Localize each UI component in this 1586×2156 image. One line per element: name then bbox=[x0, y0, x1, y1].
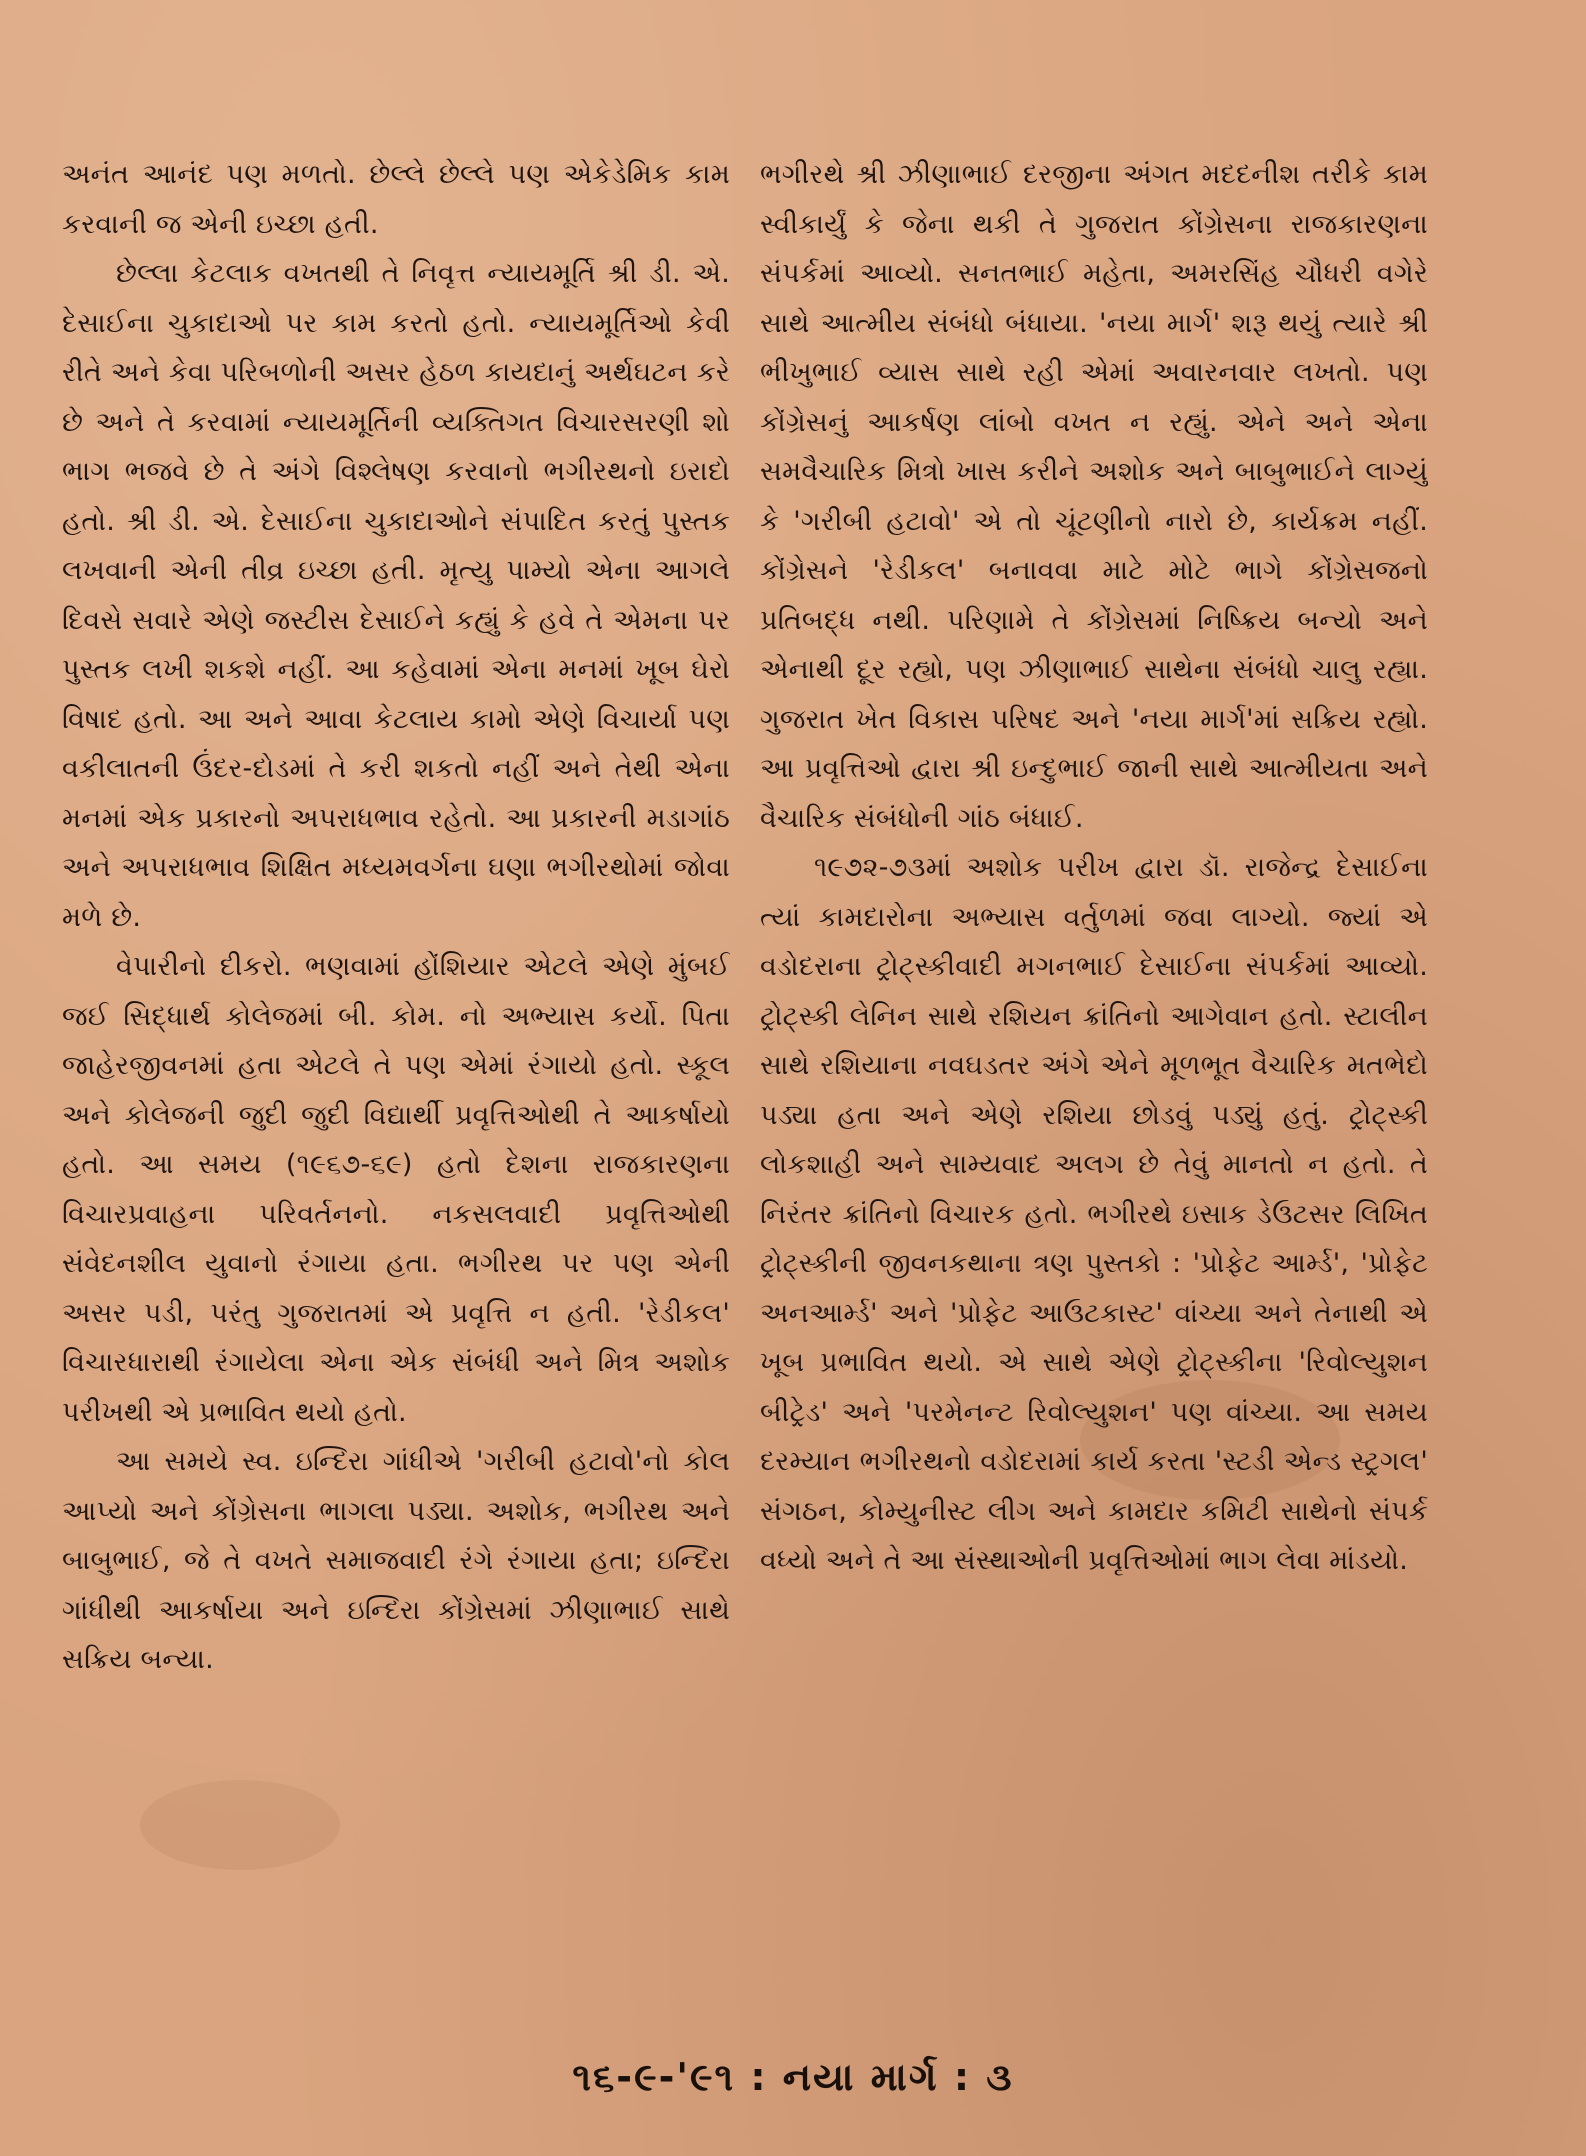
paragraph: ૧૯૭૨-૭૩માં અશોક પરીખ દ્વારા ડૉ. રાજેન્દ્ર દેસાઈના ત્યાં કામદારોના અભ્યાસ વર્તુળમાં જવા લાગ્યો. જ્યાં એ વડોદરાના ટ્રોટ્સ્કીવાદી મગનભાઈ દેસાઈના સંપર્કમાં આવ્યો. ટ્રોટ્સ્કી લેનિન સાથે રશિયન ક્રાંતિનો આગેવાન હતો. સ્ટાલીન સાથે રશિયાના નવઘડતર અંગે એને મૂળભૂત વૈચારિક મતભેદો પડ્યા હતા અને એણે રશિયા છોડવું પડ્યું હતું. ટ્રોટ્સ્કી લોકશાહી અને સામ્યવાદ અલગ છે તેવું માનતો ન હતો. તે નિરંતર ક્રાંતિનો વિચારક હતો. ભગીરથે ઇસાક ડેઉટસર લિખિત ટ્રોટ્સ્કીની જીવનકથાના ત્રણ પુસ્તકો : 'પ્રોફેટ આર્મ્ડ', 'પ્રોફેટ અનઆર્મ્ડ' અને 'પ્રોફેટ આઉટકાસ્ટ' વાંચ્યા અને તેનાથી એ ખૂબ પ્રભાવિત થયો. એ સાથે એણે ટ્રોટ્સ્કીના 'રિવોલ્યુશન બીટ્રેડ' અને 'પરમેનન્ટ રિવોલ્યુશન' પણ વાંચ્યા. આ સમય દરમ્યાન ભગીરથનો વડોદરામાં કાર્ય કરતા 'સ્ટડી એન્ડ સ્ટ્રગલ' સંગઠન, કોમ્યુનીસ્ટ લીગ અને કામદાર કમિટી સાથેનો સંપર્ક વધ્યો અને તે આ સંસ્થાઓની પ્રવૃત્તિઓમાં ભાગ લેવા માંડયો. bbox=[760, 852, 1428, 1576]
left-column bbox=[62, 150, 730, 1990]
right-column bbox=[760, 150, 1428, 1990]
paragraph: વેપારીનો દીકરો. ભણવામાં હોંશિયાર એટલે એણે મુંબઈ જઈ સિદ્ધાર્થ કોલેજમાં બી. કોમ. નો અભ્યાસ કર્યો. પિતા જાહેરજીવનમાં હતા એટલે તે પણ એમાં રંગાયો હતો. સ્કૂલ અને કોલેજની જુદી જુદી વિદ્યાર્થી પ્રવૃત્તિઓથી તે આકર્ષાયો હતો. આ સમય (૧૯૬૭-૬૯) હતો દેશના રાજકારણના વિચારપ્રવાહના પરિવર્તનનો. નકસલવાદી પ્રવૃત્તિઓથી સંવેદનશીલ યુવાનો રંગાયા હતા. ભગીરથ પર પણ એની અસર પડી, પરંતુ ગુજરાતમાં એ પ્રવૃત્તિ ન હતી. 'રેડીકલ' વિચારધારાથી રંગાયેલા એના એક સંબંધી અને મિત્ર અશોક પરીખથી એ પ્રભાવિત થયો હતો. bbox=[62, 951, 730, 1428]
paragraph: ભગીરથે શ્રી ઝીણાભાઈ દરજીના અંગત મદદનીશ તરીકે કામ સ્વીકાર્યું કે જેના થકી તે ગુજરાત કોંગ્રેસના રાજકારણના સંપર્કમાં આવ્યો. સનતભાઈ મહેતા, અમરસિંહ ચૌધરી વગેરે સાથે આત્મીય સંબંધો બંધાયા. 'નયા માર્ગ' શરૂ થયું ત્યારે શ્રી ભીખુભાઈ વ્યાસ સાથે રહી એમાં અવારનવાર લખતો. પણ કોંગ્રેસનું આકર્ષણ લાંબો વખત ન રહ્યું. એને અને એના સમવૈચારિક મિત્રો ખાસ કરીને અશોક અને બાબુભાઈને લાગ્યું કે 'ગરીબી હટાવો' એ તો ચૂંટણીનો નારો છે, કાર્યક્રમ નહીં. કોંગ્રેસને 'રેડીકલ' બનાવવા માટે મોટે ભાગે કોંગ્રેસજનો પ્રતિબદ્ધ નથી. પરિણામે તે કોંગ્રેસમાં નિષ્ક્રિય બન્યો અને એનાથી દૂર રહ્યો, પણ ઝીણાભાઈ સાથેના સંબંધો ચાલુ રહ્યા. ગુજરાત ખેત વિકાસ પરિષદ અને 'નયા માર્ગ'માં સક્રિય રહ્યો. આ પ્રવૃત્તિઓ દ્વારા શ્રી ઇન્દુભાઈ જાની સાથે આત્મીયતા અને વૈચારિક સંબંધોની ગાંઠ બંધાઈ. bbox=[760, 159, 1428, 834]
page-footer: ૧૬-૯-'૯૧ : નયા માર્ગ : ૩ bbox=[572, 2055, 1014, 2099]
paragraph: અનંત આનંદ પણ મળતો. છેલ્લે છેલ્લે પણ એકેડેમિક કામ કરવાની જ એની ઇચ્છા હતી. bbox=[62, 159, 730, 240]
paragraph: છેલ્લા કેટલાક વખતથી તે નિવૃત્ત ન્યાયમૂર્તિ શ્રી ડી. એ. દેસાઈના ચુકાદાઓ પર કામ કરતો હતો. ન્યાયમૂર્તિઓ કેવી રીતે અને કેવા પરિબળોની અસર હેઠળ કાયદાનું અર્થઘટન કરે છે અને તે કરવામાં ન્યાયમૂર્તિની વ્યક્તિગત વિચારસરણી શો ભાગ ભજવે છે તે અંગે વિશ્લેષણ કરવાનો ભગીરથનો ઇરાદો હતો. શ્રી ડી. એ. દેસાઈના ચુકાદાઓને સંપાદિત કરતું પુસ્તક લખવાની એની તીવ્ર ઇચ્છા હતી. મૃત્યુ પામ્યો એના આગલે દિવસે સવારે એણે જસ્ટીસ દેસાઈને કહ્યું કે હવે તે એમના પર પુસ્તક લખી શકશે નહીં. આ કહેવામાં એના મનમાં ખૂબ ઘેરો વિષાદ હતો. આ અને આવા કેટલાય કામો એણે વિચાર્યા પણ વકીલાતની ઉંદર-દોડમાં તે કરી શકતો નહીં અને તેથી એના મનમાં એક પ્રકારનો અપરાધભાવ રહેતો. આ પ્રકારની મડાગાંઠ અને અપરાધભાવ શિક્ષિત મધ્યમવર્ગના ઘણા ભગીરથોમાં જોવા મળે છે. bbox=[62, 258, 730, 933]
paragraph: આ સમયે સ્વ. ઇન્દિરા ગાંધીએ 'ગરીબી હટાવો'નો કોલ આપ્યો અને કોંગ્રેસના ભાગલા પડ્યા. અશોક, ભગીરથ અને બાબુભાઈ, જે તે વખતે સમાજવાદી રંગે રંગાયા હતા; ઇન્દિરા ગાંધીથી આકર્ષાયા અને ઇન્દિરા કોંગ્રેસમાં ઝીણાભાઈ સાથે સક્રિય બન્યા. bbox=[62, 1446, 730, 1675]
